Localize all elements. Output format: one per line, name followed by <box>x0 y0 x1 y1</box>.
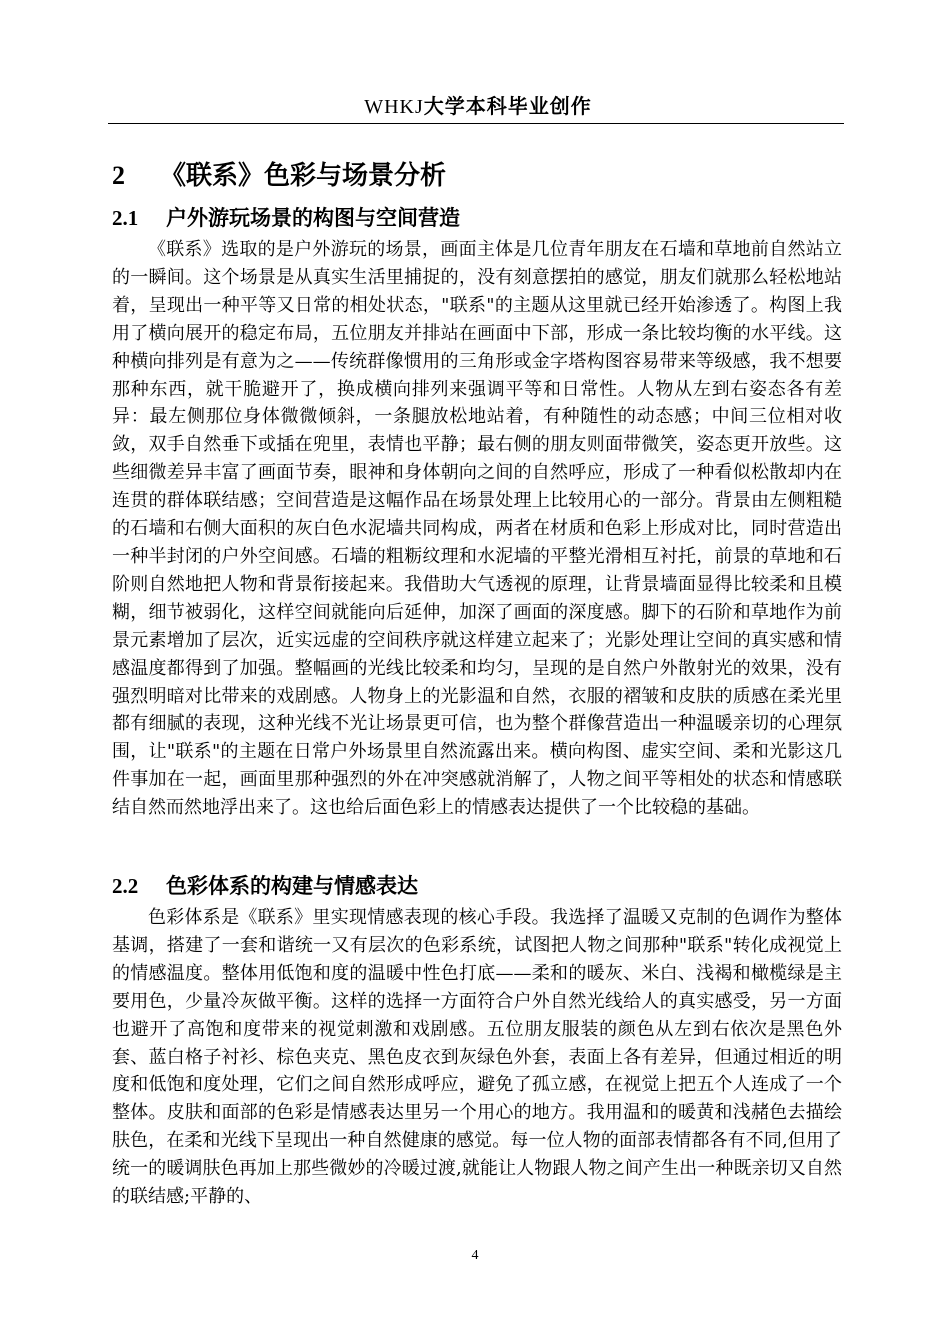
section-number: 2.1 <box>112 206 139 230</box>
section-title: 色彩体系的构建与情感表达 <box>166 874 418 898</box>
chapter-title: 《联系》色彩与场景分析 <box>160 161 447 191</box>
section-2-1-paragraph: 《联系》选取的是户外游玩的场景，画面主体是几位青年朋友在石墙和草地前自然站立的一瞬间。这个场景是从真实生活里捕捉的，没有刻意摆拍的感觉，朋友们就那么轻松地站着，呈现出一种平等又日常的相处状态，"联系"的主题从这里就已经开始渗透了。构图上我用了横向展开的稳定布局，五位朋友并排站在画面中下部，形成一条比较均衡的水平线。这种横向排列是有意为之——传统群像惯用的三角形或金字塔构图容易带来等级感，我不想要那种东西，就干脆避开了，换成横向排列来强调平等和日常性。人物从左到右姿态各有差异：最左侧那位身体微微倾斜，一条腿放松地站着，有种随性的动态感；中间三位相对收敛，双手自然垂下或插在兜里，表情也平静；最右侧的朋友则面带微笑，姿态更开放些。这些细微差异丰富了画面节奏，眼神和身体朝向之间的自然呼应，形成了一种看似松散却内在连贯的群体联结感；空间营造是这幅作品在场景处理上比较用心的一部分。背景由左侧粗糙的石墙和右侧大面积的灰白色水泥墙共同构成，两者在材质和色彩上形成对比，同时营造出一种半封闭的户外空间感。石墙的粗粝纹理和水泥墙的平整光滑相互衬托，前景的草地和石阶则自然地把人物和背景衔接起来。我借助大气透视的原理，让背景墙面显得比较柔和且模糊，细节被弱化，这样空间就能向后延伸，加深了画面的深度感。脚下的石阶和草地作为前景元素增加了层次，近实远虚的空间秩序就这样建立起来了；光影处理让空间的真实感和情感温度都得到了加强。整幅画的光线比较柔和均匀，呈现的是自然户外散射光的效果，没有强烈明暗对比带来的戏剧感。人物身上的光影温和自然，衣服的褶皱和皮肤的质感在柔光里都有细腻的表现，这种光线不光让场景更可信，也为整个群像营造出一种温暖亲切的心理氛围，让"联系"的主题在日常户外场景里自然流露出来。横向构图、虚实空间、柔和光影这几件事加在一起，画面里那种强烈的外在冲突感就消解了，人物之间平等相处的状态和情感联结自然而然地浮出来了。这也给后面色彩上的情感表达提供了一个比较稳的基础。 <box>112 239 842 819</box>
chapter-number: 2 <box>112 161 125 190</box>
section-title: 户外游玩场景的构图与空间营造 <box>166 206 460 230</box>
chapter-heading <box>112 158 446 194</box>
header-title: 大学本科毕业创作 <box>423 94 592 118</box>
page-number: 4 <box>471 1248 479 1263</box>
section-heading-2-2 <box>112 871 418 901</box>
section-2-2-paragraph: 色彩体系是《联系》里实现情感表现的核心手段。我选择了温暖又克制的色调作为整体基调，搭建了一套和谐统一又有层次的色彩系统，试图把人物之间那种"联系"转化成视觉上的情感温度。整体用低饱和度的温暖中性色打底——柔和的暖灰、米白、浅褐和橄榄绿是主要用色，少量冷灰做平衡。这样的选择一方面符合户外自然光线给人的真实感受，另一方面也避开了高饱和度带来的视觉刺激和戏剧感。五位朋友服装的颜色从左到右依次是黑色外套、蓝白格子衬衫、棕色夹克、黑色皮衣到灰绿色外套，表面上各有差异，但通过相近的明度和低饱和度处理，它们之间自然形成呼应，避免了孤立感，在视觉上把五个人连成了一个整体。皮肤和面部的色彩是情感表达里另一个用心的地方。我用温和的暖黄和浅赭色去描绘肤色，在柔和光线下呈现出一种自然健康的感觉。每一位人物的面部表情都各有不同,但用了统一的暖调肤色再加上那些微妙的冷暖过渡,就能让人物跟人物之间产生出一种既亲切又自然的联结感;平静的、 <box>112 907 842 1208</box>
section-heading-2-1 <box>112 203 460 233</box>
header-prefix: WHKJ <box>364 96 424 118</box>
running-header <box>112 92 844 121</box>
header-rule <box>108 123 844 124</box>
section-number: 2.2 <box>112 874 139 898</box>
